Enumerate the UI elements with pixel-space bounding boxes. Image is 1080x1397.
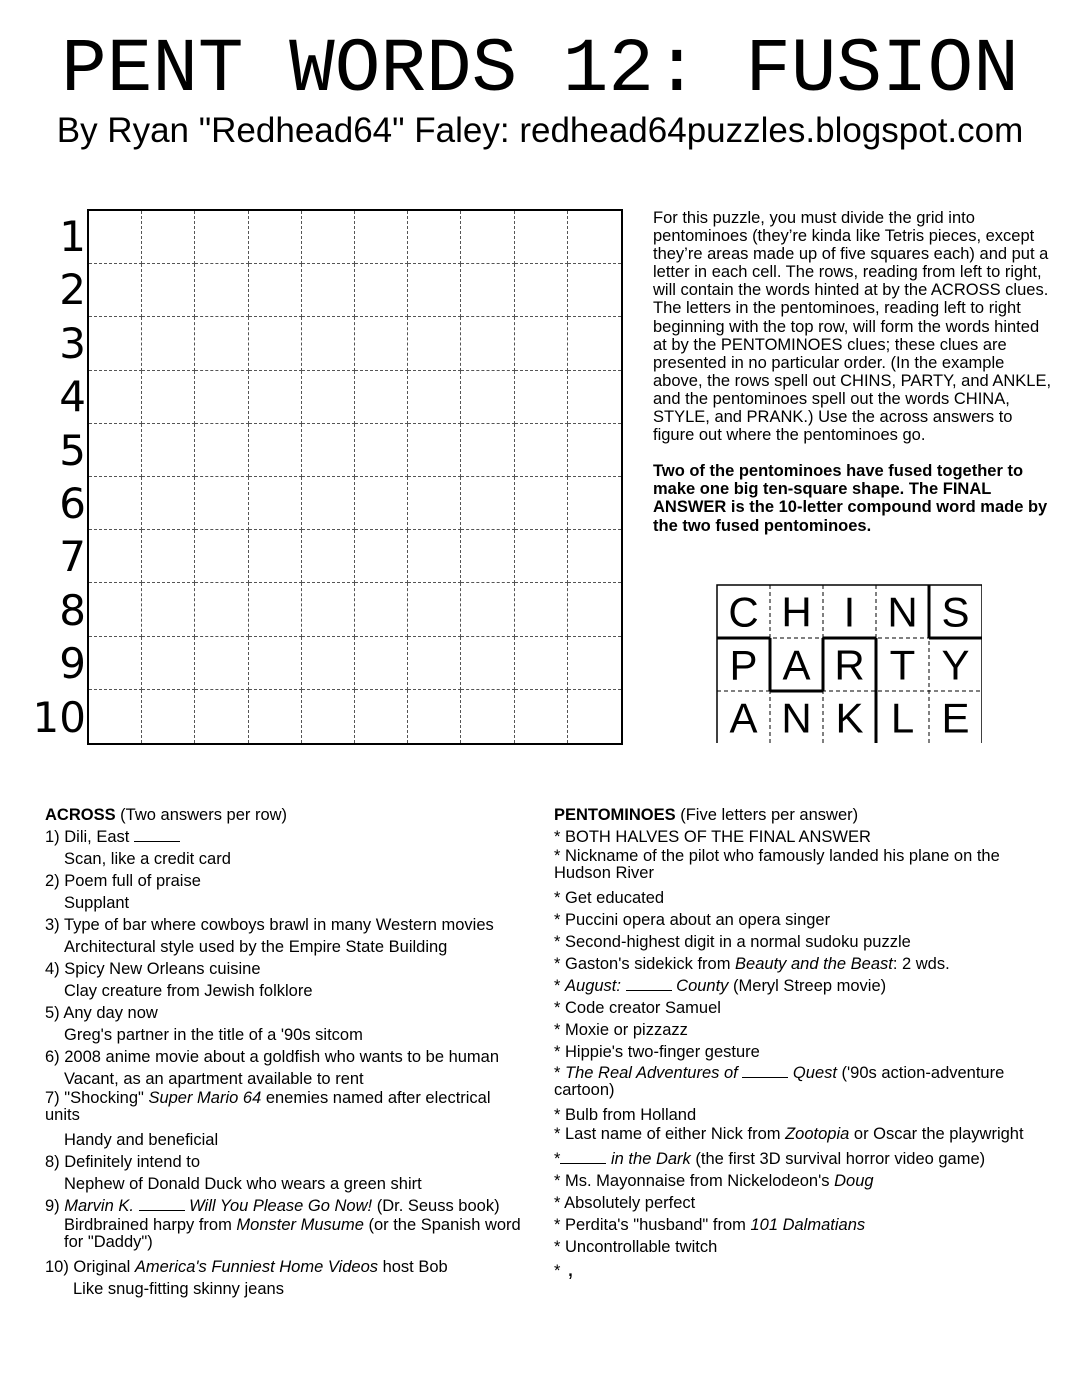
grid-cell[interactable] bbox=[302, 264, 355, 317]
grid-cell[interactable] bbox=[302, 530, 355, 583]
grid-cell[interactable] bbox=[408, 424, 461, 477]
grid-cell[interactable] bbox=[461, 690, 514, 743]
clue-text: Like snug-fitting skinny jeans bbox=[73, 1280, 284, 1298]
across-clues bbox=[45, 804, 525, 1300]
row-number: 2 bbox=[59, 265, 86, 315]
grid-cell[interactable] bbox=[89, 637, 142, 690]
clue-line bbox=[554, 887, 1044, 909]
clue-text: Architectural style used by the Empire State Building bbox=[64, 938, 448, 956]
grid-cell[interactable] bbox=[408, 637, 461, 690]
clue-text: 6) 2008 anime movie about a goldfish who wants to be human bbox=[45, 1048, 500, 1066]
clue-line bbox=[554, 909, 1044, 931]
row-number: 5 bbox=[59, 425, 86, 475]
grid-cell[interactable] bbox=[249, 477, 302, 530]
clue-text: * bbox=[554, 1150, 561, 1168]
grid-cell[interactable] bbox=[142, 583, 195, 636]
grid-cell[interactable] bbox=[461, 530, 514, 583]
grid-cell[interactable] bbox=[355, 637, 408, 690]
row-number: 3 bbox=[59, 318, 86, 368]
clue-text: * Puccini opera about an opera singer bbox=[554, 911, 831, 929]
clue-line bbox=[554, 931, 1044, 953]
grid-cell[interactable] bbox=[302, 637, 355, 690]
clue-line bbox=[554, 1170, 1044, 1192]
clue-line bbox=[45, 892, 525, 914]
puzzle-grid[interactable] bbox=[87, 209, 623, 745]
clue-line bbox=[45, 1217, 525, 1251]
clue-text: * Last name of either Nick from bbox=[554, 1125, 786, 1143]
grid-cell[interactable] bbox=[89, 477, 142, 530]
grid-cell[interactable] bbox=[249, 690, 302, 743]
example-letter: R bbox=[834, 641, 865, 689]
grid-cell[interactable] bbox=[515, 690, 568, 743]
clue-text: * Hippie's two-finger gesture bbox=[554, 1043, 760, 1061]
example-letter: N bbox=[887, 588, 918, 636]
grid-cell[interactable] bbox=[408, 371, 461, 424]
row-number: 1 bbox=[59, 212, 86, 261]
clue-text: Clay creature from Jewish folklore bbox=[64, 982, 313, 1000]
grid-cell[interactable] bbox=[355, 211, 408, 264]
grid-cell[interactable] bbox=[302, 371, 355, 424]
grid-cell[interactable] bbox=[302, 583, 355, 636]
clue-text: * Second-highest digit in a normal sudoku puzzle bbox=[554, 933, 911, 951]
grid-cell[interactable] bbox=[515, 371, 568, 424]
grid-cell[interactable] bbox=[568, 211, 621, 264]
answer-blank bbox=[626, 976, 672, 991]
grid-cell[interactable] bbox=[89, 211, 142, 264]
grid-cell[interactable] bbox=[408, 264, 461, 317]
grid-cell[interactable] bbox=[568, 530, 621, 583]
grid-cell[interactable] bbox=[408, 690, 461, 743]
row-number: 7 bbox=[59, 532, 86, 582]
clue-line bbox=[45, 1151, 525, 1173]
clue-text: * BOTH HALVES OF THE FINAL ANSWER bbox=[554, 828, 871, 846]
clue-line bbox=[554, 1019, 1044, 1041]
grid-cell[interactable] bbox=[461, 424, 514, 477]
example-letter: A bbox=[729, 694, 758, 742]
clue-line bbox=[45, 1090, 525, 1124]
clue-title: in the Dark bbox=[606, 1150, 691, 1168]
grid-cell[interactable] bbox=[89, 424, 142, 477]
grid-cell[interactable] bbox=[249, 637, 302, 690]
clue-title: Monster Musume bbox=[236, 1216, 364, 1234]
grid-cell[interactable] bbox=[568, 583, 621, 636]
clue-title: The Real Adventures of bbox=[565, 1064, 743, 1082]
clue-line bbox=[554, 848, 1044, 882]
grid-cell[interactable] bbox=[355, 424, 408, 477]
example-letter: Y bbox=[941, 641, 970, 689]
grid-cell[interactable] bbox=[89, 317, 142, 370]
grid-cell[interactable] bbox=[89, 264, 142, 317]
grid-cell[interactable] bbox=[355, 371, 408, 424]
clue-text: * Perdita's "husband" from bbox=[554, 1216, 751, 1234]
instructions-paragraph: For this puzzle, you must divide the grid into pentominoes (they’re kinda like Tetris pieces, except they’re areas made up of five squares each) and put a letter in each cell. The rows, reading from left to right, will contain the words hinted at by the ACROSS clues. The letters in the pentominoes, reading left to right beginning with the top row, will form the words hinted at by the PENTOMINOES clues; these clues are presented in no particular order. (In the example above, the rows spell out CHINS, PARTY, and ANKLE, and the pentominoes spell out the words CHINA, STYLE, and PRANK.) Use the across answers to figure out where the pentominoes go. bbox=[653, 209, 1052, 445]
clue-line bbox=[45, 980, 525, 1002]
grid-cell[interactable] bbox=[195, 583, 248, 636]
clue-text: (the first 3D survival horror video game) bbox=[690, 1150, 986, 1168]
grid-cell[interactable] bbox=[302, 211, 355, 264]
grid-cell[interactable] bbox=[249, 530, 302, 583]
grid-cell[interactable] bbox=[142, 424, 195, 477]
clue-text: * Code creator Samuel bbox=[554, 999, 721, 1017]
clue-text: 10) Original bbox=[45, 1258, 135, 1276]
example-letter: S bbox=[941, 588, 970, 636]
clue-title: Marvin K. bbox=[64, 1197, 139, 1215]
clue-line bbox=[45, 1195, 525, 1217]
grid-cell[interactable] bbox=[195, 690, 248, 743]
grid-cell[interactable] bbox=[302, 317, 355, 370]
grid-cell[interactable] bbox=[302, 477, 355, 530]
clue-line bbox=[554, 975, 1044, 997]
clue-line bbox=[554, 1126, 1044, 1143]
grid-cell[interactable] bbox=[568, 371, 621, 424]
grid-cell[interactable] bbox=[195, 637, 248, 690]
clue-title: 101 Dalmatians bbox=[750, 1216, 866, 1234]
grid-cell[interactable] bbox=[461, 264, 514, 317]
clue-text: , bbox=[560, 1255, 574, 1282]
grid-cell[interactable] bbox=[568, 317, 621, 370]
clue-line bbox=[45, 1256, 525, 1278]
grid-cell[interactable] bbox=[568, 477, 621, 530]
clue-line bbox=[45, 848, 525, 870]
grid-cell[interactable] bbox=[355, 530, 408, 583]
grid-cell[interactable] bbox=[568, 264, 621, 317]
clue-line bbox=[554, 1192, 1044, 1214]
grid-cell[interactable] bbox=[568, 637, 621, 690]
grid-cell[interactable] bbox=[302, 690, 355, 743]
example-letter: L bbox=[890, 694, 915, 742]
clue-text: * Get educated bbox=[554, 889, 665, 907]
clue-line bbox=[554, 1148, 1044, 1170]
grid-cell[interactable] bbox=[515, 211, 568, 264]
clue-text: Birdbrained harpy from bbox=[64, 1216, 237, 1234]
clue-text: * bbox=[554, 1064, 566, 1082]
grid-cell[interactable] bbox=[249, 371, 302, 424]
clue-line bbox=[45, 1173, 525, 1195]
grid-cell[interactable] bbox=[355, 477, 408, 530]
page-title: PENT WORDS 12: FUSION bbox=[61, 27, 1019, 113]
grid-cell[interactable] bbox=[142, 371, 195, 424]
pentominoes-header: PENTOMINOES (Five letters per answer) bbox=[554, 806, 859, 824]
clue-text: Supplant bbox=[64, 894, 130, 912]
clue-line bbox=[554, 1255, 1044, 1282]
example-letter: A bbox=[782, 641, 811, 689]
clue-line bbox=[45, 870, 525, 892]
clue-line bbox=[45, 1024, 525, 1046]
grid-cell[interactable] bbox=[355, 690, 408, 743]
grid-cell[interactable] bbox=[249, 583, 302, 636]
clue-line bbox=[45, 1046, 525, 1068]
example-letter: K bbox=[835, 694, 864, 742]
answer-blank bbox=[560, 1149, 606, 1164]
grid-cell[interactable] bbox=[195, 530, 248, 583]
row-number: 9 bbox=[59, 639, 86, 689]
grid-cell[interactable] bbox=[408, 317, 461, 370]
clue-text: ('90s action-adventure cartoon) bbox=[554, 1064, 1005, 1099]
fusion-note: Two of the pentominoes have fused together to make one big ten-square shape. The FINAL ANSWER is the 10-letter compound word made by the two fused pentominoes. bbox=[653, 462, 1048, 535]
example-letter: H bbox=[781, 588, 812, 636]
example-grid-svg bbox=[716, 584, 982, 743]
clue-text: 5) Any day now bbox=[45, 1004, 158, 1022]
clue-text: * Uncontrollable twitch bbox=[554, 1238, 718, 1256]
grid-cell[interactable] bbox=[461, 637, 514, 690]
grid-cell[interactable] bbox=[461, 477, 514, 530]
grid-cell[interactable] bbox=[142, 637, 195, 690]
grid-cell[interactable] bbox=[142, 264, 195, 317]
clue-text: 7) "Shocking" bbox=[45, 1089, 149, 1107]
clue-text: Handy and beneficial bbox=[64, 1131, 219, 1149]
clue-text: * bbox=[554, 1262, 561, 1280]
clue-title: Doug bbox=[834, 1172, 874, 1190]
clue-line bbox=[45, 826, 525, 848]
grid-cell[interactable] bbox=[249, 211, 302, 264]
clue-title: Quest bbox=[788, 1064, 837, 1082]
clue-text: Vacant, as an apartment available to rent bbox=[64, 1070, 364, 1088]
clue-line bbox=[45, 1068, 525, 1090]
clue-line bbox=[554, 1041, 1044, 1063]
grid-cell[interactable] bbox=[408, 477, 461, 530]
clue-text: 8) Definitely intend to bbox=[45, 1153, 201, 1171]
pentomino-clues bbox=[554, 804, 1044, 1282]
grid-cell[interactable] bbox=[515, 637, 568, 690]
clue-title: Zootopia bbox=[785, 1125, 850, 1143]
grid-cell[interactable] bbox=[461, 583, 514, 636]
example-letter: C bbox=[728, 588, 759, 636]
grid-cell[interactable] bbox=[355, 583, 408, 636]
grid-cell[interactable] bbox=[515, 424, 568, 477]
clue-line bbox=[45, 914, 525, 936]
row-number: 4 bbox=[59, 372, 86, 422]
clue-line bbox=[554, 826, 1044, 848]
clue-line bbox=[554, 953, 1044, 975]
example-grid bbox=[716, 584, 982, 743]
example-letter: I bbox=[843, 588, 856, 636]
clue-text: 9) bbox=[45, 1197, 65, 1215]
clue-text: * Gaston's sidekick from bbox=[554, 955, 736, 973]
grid-cell[interactable] bbox=[142, 317, 195, 370]
grid-cell[interactable] bbox=[89, 371, 142, 424]
instructions bbox=[653, 209, 1053, 553]
clue-line bbox=[554, 1104, 1044, 1126]
grid-cell[interactable] bbox=[408, 583, 461, 636]
clue-text: 4) Spicy New Orleans cuisine bbox=[45, 960, 261, 978]
clue-title: Super Mario 64 bbox=[148, 1089, 262, 1107]
grid-cell[interactable] bbox=[249, 317, 302, 370]
row-number: 6 bbox=[59, 479, 86, 528]
clue-text: * Moxie or pizzazz bbox=[554, 1021, 688, 1039]
example-letter: E bbox=[941, 694, 970, 742]
grid-cell[interactable] bbox=[515, 477, 568, 530]
grid-cell[interactable] bbox=[195, 424, 248, 477]
grid-cell[interactable] bbox=[195, 211, 248, 264]
grid-cell[interactable] bbox=[89, 690, 142, 743]
answer-blank bbox=[134, 827, 180, 842]
example-letter: N bbox=[781, 694, 812, 742]
clue-text: * Ms. Mayonnaise from Nickelodeon's bbox=[554, 1172, 835, 1190]
clue-text: * Nickname of the pilot who famously landed his plane on the Hudson River bbox=[554, 847, 1000, 882]
clue-line bbox=[45, 1278, 525, 1300]
clue-line bbox=[554, 997, 1044, 1019]
byline: By Ryan "Redhead64" Faley: redhead64puzzles.blogspot.com bbox=[56, 111, 1024, 150]
grid-cell[interactable] bbox=[515, 530, 568, 583]
grid-cell[interactable] bbox=[461, 211, 514, 264]
row-number: 8 bbox=[59, 585, 86, 635]
clue-title: County bbox=[671, 977, 729, 995]
clue-text: 2) Poem full of praise bbox=[45, 872, 201, 890]
clue-text: * Absolutely perfect bbox=[554, 1194, 696, 1212]
example-letter: P bbox=[729, 641, 758, 689]
clue-text: (Meryl Streep movie) bbox=[728, 977, 887, 995]
grid-cell[interactable] bbox=[515, 583, 568, 636]
grid-cell[interactable] bbox=[355, 264, 408, 317]
grid-cell[interactable] bbox=[568, 690, 621, 743]
clue-line bbox=[45, 958, 525, 980]
grid-cell[interactable] bbox=[408, 530, 461, 583]
grid-cell[interactable] bbox=[89, 530, 142, 583]
clue-title: America's Funniest Home Videos bbox=[134, 1258, 378, 1276]
clue-text: (or the Spanish word for "Daddy") bbox=[64, 1216, 521, 1251]
grid-cell[interactable] bbox=[195, 317, 248, 370]
clue-title: Will You Please Go Now! bbox=[184, 1197, 373, 1215]
clue-text: Greg's partner in the title of a '90s sitcom bbox=[64, 1026, 363, 1044]
clue-text: Scan, like a credit card bbox=[64, 850, 231, 868]
grid-cell[interactable] bbox=[142, 211, 195, 264]
grid-cell[interactable] bbox=[461, 317, 514, 370]
clue-line bbox=[554, 1214, 1044, 1236]
clue-text: : 2 wds. bbox=[892, 955, 950, 973]
clue-text: enemies named after electrical units bbox=[45, 1089, 491, 1124]
grid-cell[interactable] bbox=[302, 424, 355, 477]
grid-cell[interactable] bbox=[355, 317, 408, 370]
clue-text: * bbox=[554, 977, 566, 995]
clue-text: host Bob bbox=[378, 1258, 448, 1276]
grid-cell[interactable] bbox=[142, 477, 195, 530]
clue-line bbox=[554, 1236, 1044, 1258]
grid-cell[interactable] bbox=[249, 264, 302, 317]
across-header: ACROSS (Two answers per row) bbox=[45, 806, 288, 824]
grid-cell[interactable] bbox=[195, 477, 248, 530]
grid-cell[interactable] bbox=[142, 530, 195, 583]
grid-cell[interactable] bbox=[142, 690, 195, 743]
clue-text: 1) Dili, East bbox=[45, 828, 134, 846]
clue-line bbox=[45, 1129, 525, 1151]
example-letter: T bbox=[889, 641, 916, 689]
clue-text: * Bulb from Holland bbox=[554, 1106, 697, 1124]
answer-blank bbox=[139, 1196, 185, 1211]
clue-title: August: bbox=[565, 977, 626, 995]
clue-text: 3) Type of bar where cowboys brawl in many Western movies bbox=[45, 916, 494, 934]
clue-text: or Oscar the playwright bbox=[849, 1125, 1024, 1143]
grid-cell[interactable] bbox=[195, 264, 248, 317]
clue-line bbox=[45, 936, 525, 958]
clue-text: (Dr. Seuss book) bbox=[372, 1197, 500, 1215]
grid-cell[interactable] bbox=[249, 424, 302, 477]
answer-blank bbox=[742, 1063, 788, 1078]
grid-cell[interactable] bbox=[89, 583, 142, 636]
grid-cell[interactable] bbox=[195, 371, 248, 424]
grid-cell[interactable] bbox=[568, 424, 621, 477]
clue-line bbox=[45, 1002, 525, 1024]
grid-cell[interactable] bbox=[461, 371, 514, 424]
clue-text: Nephew of Donald Duck who wears a green shirt bbox=[64, 1175, 422, 1193]
grid-cell[interactable] bbox=[408, 211, 461, 264]
grid-cell[interactable] bbox=[515, 317, 568, 370]
clue-line bbox=[554, 1063, 1044, 1099]
row-number: 10 bbox=[32, 692, 86, 742]
clue-title: Beauty and the Beast bbox=[735, 955, 893, 973]
grid-cell[interactable] bbox=[515, 264, 568, 317]
